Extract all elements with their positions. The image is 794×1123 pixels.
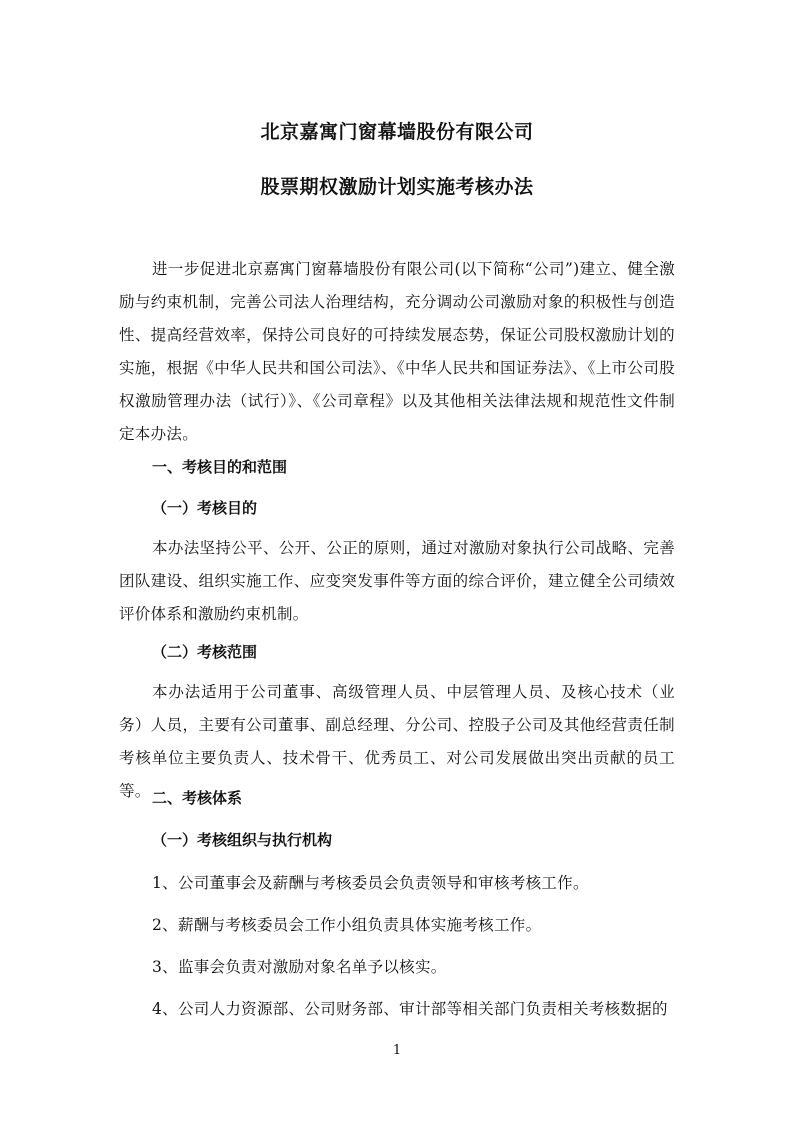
section1-heading: 一、考核目的和范围	[152, 458, 288, 476]
page-number: 1	[392, 1043, 402, 1058]
section1-sub1-heading: （一）考核目的	[152, 499, 258, 517]
list-item: 3、监事会负责对激励对象名单予以核实。	[152, 958, 447, 976]
section1-sub2-paragraph: 本办法适用于公司董事、高级管理人员、中层管理人员、及核心技术（业务）人员，主要有公司董事、副总经理、分公司、控股子公司及其他经营责任制考核单位主要负责人、技术骨干、优秀员工、对公司发展做出突出贡献的员工等。	[119, 683, 675, 800]
section1-sub2-heading: （二）考核范围	[152, 643, 258, 661]
section1-sub1-paragraph: 本办法坚持公平、公开、公正的原则，通过对激励对象执行公司战略、完善团队建设、组织实施工作、应变突发事件等方面的综合评价，建立健全公司绩效评价体系和激励约束机制。	[119, 539, 675, 623]
intro-paragraph: 进一步促进北京嘉寓门窗幕墙股份有限公司(以下简称“公司”)建立、健全激励与约束机制，完善公司法人治理结构，充分调动公司激励对象的积极性与创造性、提高经营效率，保持公司良好的可持续发展态势，保证公司股权激励计划的实施，根据《中华人民共和国公司法》、《中华人民共和国证券法》、《上市公司股权激励管理办法（试行）》、《公司章程》以及其他相关法律法规和规范性文件制定本办法。	[119, 260, 675, 443]
document-title: 股票期权激励计划实施考核办法	[260, 176, 534, 198]
list-item: 2、薪酬与考核委员会工作小组负责具体实施考核工作。	[152, 916, 542, 934]
section2-sub1-heading: （一）考核组织与执行机构	[152, 831, 333, 849]
section2-heading: 二、考核体系	[152, 789, 243, 807]
list-item: 4、公司人力资源部、公司财务部、审计部等相关部门负责相关考核数据的	[152, 1000, 668, 1018]
list-item: 1、公司董事会及薪酬与考核委员会负责领导和审核考核工作。	[152, 874, 589, 892]
company-title: 北京嘉寓门窗幕墙股份有限公司	[260, 121, 534, 143]
